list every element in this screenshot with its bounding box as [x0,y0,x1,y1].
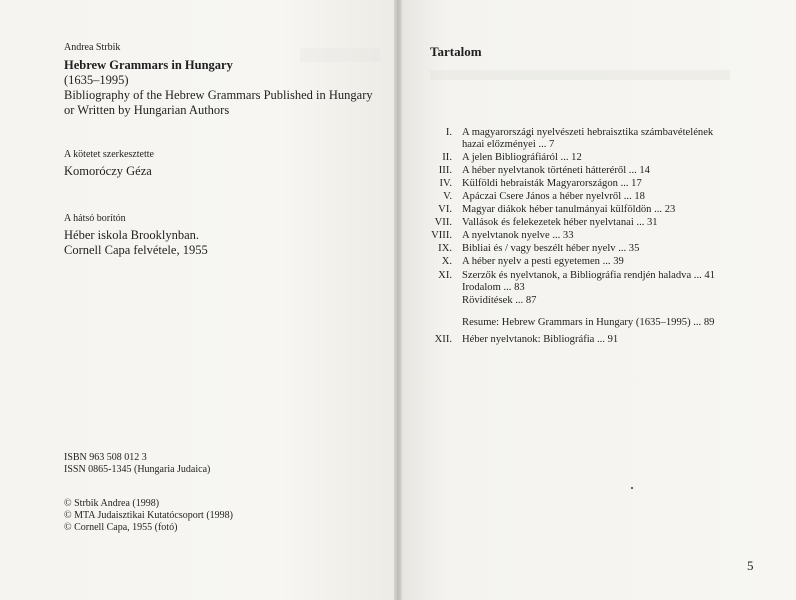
toc-entry-number: XI. [438,270,452,281]
toc-entry-number: II. [442,152,452,163]
book-subtitle-line1: Bibliography of the Hebrew Grammars Published in Hungary [64,88,373,102]
toc-entry-number: VI. [438,204,452,215]
toc-entry [398,316,796,330]
toc-entry-number: VII. [434,217,452,228]
toc-entry-title: A jelen Bibliográfiáról ... 12 [462,152,582,163]
book-title: Hebrew Grammars in Hungary [64,58,233,72]
toc-entry [398,242,796,256]
toc-entry [398,164,796,178]
cover-caption-line2: Cornell Capa felvétele, 1955 [64,243,208,257]
author-name: Andrea Strbik [64,42,121,53]
toc-entry [398,177,796,191]
toc-entry-title: Apáczai Csere János a héber nyelvről ... 18 [462,191,645,202]
issn: ISSN 0865-1345 (Hungaria Judaica) [64,464,211,475]
copyright-line2: © MTA Judaisztikai Kutatócsoport (1998) [64,510,233,521]
toc-entry [398,281,796,295]
toc-entry-number: IV. [439,178,452,189]
toc-entry-number: V. [443,191,452,202]
toc-entry-title: A héber nyelv a pesti egyetemen ... 39 [462,256,624,267]
toc-entry-number: X. [441,256,452,267]
toc-entry-title: Vallások és felekezetek héber nyelvtanai ... 31 [462,217,658,228]
toc-entry-number: IX. [438,243,452,254]
toc-entry-number: XII. [434,334,452,345]
toc-entry [398,229,796,243]
toc-entry [398,294,796,308]
cover-label: A hátsó borítón [64,213,126,224]
cover-caption-line1: Héber iskola Brooklynban. [64,228,200,242]
toc-entry [398,255,796,269]
page-number: 5 [747,558,754,573]
toc-entry-title: Héber nyelvtanok: Bibliográfia ... 91 [462,334,619,345]
toc-entry-title: A nyelvtanok nyelve ... 33 [462,230,574,241]
book-years: (1635–1995) [64,73,129,87]
toc-entry-title: A héber nyelvtanok történeti hátteréről ... 14 [462,165,650,176]
toc-heading: Tartalom [430,44,482,59]
editor-label: A kötetet szerkesztette [64,149,154,160]
toc-entry-title: Resume: Hebrew Grammars in Hungary (1635–1995) ... 89 [462,317,715,328]
copyright-line1: © Strbik Andrea (1998) [64,498,160,509]
toc-entry-number: I. [445,127,452,138]
toc-entry [398,333,796,347]
toc-entry-title: Külföldi hebraisták Magyarországon ... 17 [462,178,642,189]
toc-entry-title: hazai előzményei ... 7 [462,139,555,150]
toc-entry [398,138,796,152]
toc-entry-title: Bibliai és / vagy beszélt héber nyelv ... 35 [462,243,640,254]
book-subtitle-line2: or Written by Hungarian Authors [64,103,230,117]
toc-entry-number: III. [438,165,452,176]
toc-entry [398,203,796,217]
toc-entry [398,216,796,230]
print-speck [631,487,633,489]
toc-entry [398,190,796,204]
toc-entry-title: A magyarországi nyelvészeti hebraisztika számbavételének [462,127,714,138]
isbn: ISBN 963 508 012 3 [64,452,147,463]
toc-entry-title: Szerzők és nyelvtanok, a Bibliográfia rendjén haladva ... 41 [462,270,715,281]
toc-entry-title: Magyar diákok héber tanulmányai külföldön ... 23 [462,204,676,215]
toc-entry-title: Rövidítések ... 87 [462,295,537,306]
show-through-block-right [430,70,730,80]
editor-name: Komoróczy Géza [64,164,152,178]
toc-entry-title: Irodalom ... 83 [462,282,525,293]
copyright-line3: © Cornell Capa, 1955 (fotó) [64,522,178,533]
toc-entry [398,151,796,165]
toc-entry-number: VIII. [431,230,452,241]
